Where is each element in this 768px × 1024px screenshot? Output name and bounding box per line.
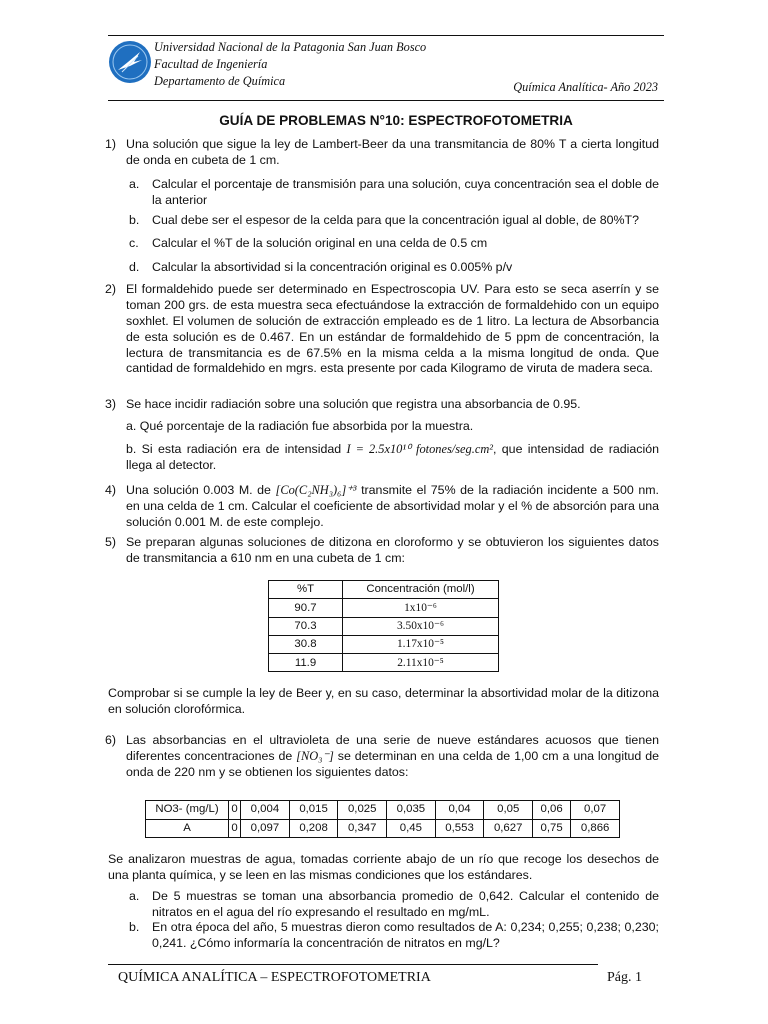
page-number: Pág. 1 bbox=[607, 970, 642, 985]
table-cell: 2.11x10⁻⁵ bbox=[343, 654, 499, 672]
table-cell: 0,75 bbox=[533, 819, 571, 838]
problem-3b-text bbox=[126, 442, 659, 474]
problem-4-text bbox=[126, 483, 659, 531]
problem-6-post: se determinan en una celda de 1,00 cm a una longitud de onda de 220 nm y se obtienen los siguientes datos: bbox=[126, 748, 659, 779]
table-row bbox=[269, 599, 499, 617]
nitrate-formula: [NO₃⁻] bbox=[296, 748, 334, 763]
problem-6a-text: De 5 muestras se toman una absorbancia promedio de 0,642. Calcular el contenido de nitratos en el agua del río expresando el resultado en mg/mL. bbox=[152, 889, 659, 919]
footer-rule bbox=[108, 964, 598, 965]
table-header-cell: Concentración (mol/l) bbox=[343, 581, 499, 599]
table-cell: 0,07 bbox=[571, 801, 620, 820]
problem-6-intro: Se analizaron muestras de agua, tomadas corriente abajo de un río que recoge los desechos de una planta química, y se leen en las mismas condiciones que los estándares. bbox=[108, 852, 659, 882]
table-cell: 0,05 bbox=[484, 801, 533, 820]
table-cell: 0 bbox=[229, 801, 241, 820]
university-name: Universidad Nacional de la Patagonia San Juan Bosco bbox=[154, 40, 427, 54]
table-row bbox=[269, 635, 499, 653]
table-cell: 1x10⁻⁶ bbox=[343, 599, 499, 617]
table-cell: 0,45 bbox=[387, 819, 436, 838]
table-cell: 0,035 bbox=[387, 801, 436, 820]
course-year: Química Analítica- Año 2023 bbox=[513, 80, 658, 94]
problem-3-text: Se hace incidir radiación sobre una solución que registra una absorbancia de 0.95. bbox=[126, 397, 581, 411]
table-cell: 30.8 bbox=[269, 635, 343, 653]
problem-6b-label: b. bbox=[129, 920, 140, 934]
table-row bbox=[146, 819, 620, 838]
problem-2-number: 2) bbox=[105, 282, 117, 296]
problem-3a-text: a. Qué porcentaje de la radiación fue absorbida por la muestra. bbox=[126, 419, 474, 433]
problem-5-after: Comprobar si se cumple la ley de Beer y, en su caso, determinar la absortividad molar de la ditizona en solución clorofórmica. bbox=[108, 686, 659, 716]
problem-1c-text: Calcular el %T de la solución original en una celda de 0.5 cm bbox=[152, 236, 488, 250]
table-cell: 1.17x10⁻⁵ bbox=[343, 635, 499, 653]
table-cell: 0,627 bbox=[484, 819, 533, 838]
problem-3-number: 3) bbox=[105, 397, 117, 411]
complex-formula: [Co(C₂NH₃)₆]⁺³ bbox=[275, 483, 357, 497]
problem-6-number: 6) bbox=[105, 733, 117, 747]
table-cell: NO3- (mg/L) bbox=[146, 801, 229, 820]
problem-1b-label: b. bbox=[129, 213, 140, 227]
problem-6a-label: a. bbox=[129, 889, 140, 903]
problem-5-number: 5) bbox=[105, 535, 117, 549]
problem-1c-label: c. bbox=[129, 236, 139, 250]
faculty-name: Facultad de Ingeniería bbox=[154, 57, 268, 71]
table-header-cell: %T bbox=[269, 581, 343, 599]
table-cell: 3.50x10⁻⁶ bbox=[343, 617, 499, 635]
problem-6b-text: En otra época del año, 5 muestras dieron como resultados de A: 0,234; 0,255; 0,238; 0,230; 0,241. ¿Cómo informaría la concentración de nitratos en mg/L? bbox=[152, 920, 659, 950]
table-cell: 0,866 bbox=[571, 819, 620, 838]
intensity-formula: I = 2.5x10¹⁰ fotones/seg.cm² bbox=[346, 442, 494, 456]
table-cell: 0 bbox=[229, 819, 241, 838]
table-row bbox=[269, 654, 499, 672]
table-cell: 0,347 bbox=[338, 819, 387, 838]
table-row bbox=[269, 617, 499, 635]
problem-1a-label: a. bbox=[129, 177, 140, 191]
header-bottom-rule bbox=[108, 100, 664, 101]
table-cell: 0,097 bbox=[241, 819, 290, 838]
problem-5-text: Se preparan algunas soluciones de ditizona en cloroformo y se obtuvieron los siguientes datos de transmitancia a 610 nm en una cubeta de 1 cm: bbox=[126, 535, 659, 565]
institution-block bbox=[154, 39, 426, 90]
table-cell: 0,208 bbox=[289, 819, 338, 838]
problem-1-number: 1) bbox=[105, 137, 117, 151]
table-cell: 90.7 bbox=[269, 599, 343, 617]
table-cell: 0,06 bbox=[533, 801, 571, 820]
problem-1d-text: Calcular la absortividad si la concentración original es 0.005% p/v bbox=[152, 260, 513, 274]
problem-3b-pre: b. Si esta radiación era de intensidad bbox=[126, 442, 342, 456]
table-cell: 0,015 bbox=[289, 801, 338, 820]
header-top-rule bbox=[108, 35, 664, 36]
problem-1b-text: Cual debe ser el espesor de la celda para que la concentración igual al doble, de 80%T? bbox=[152, 213, 639, 227]
problem-1a-text: Calcular el porcentaje de transmisión para una solución, cuya concentración sea el doble de la anterior bbox=[152, 177, 659, 207]
table-cell: 11.9 bbox=[269, 654, 343, 672]
problem-1-text: Una solución que sigue la ley de Lambert-Beer da una transmitancia de 80% T a cierta longitud de onda en cubeta de 1 cm. bbox=[126, 137, 659, 167]
department-name: Departamento de Química bbox=[154, 74, 286, 88]
table-cell: 0,004 bbox=[241, 801, 290, 820]
footer-title: QUÍMICA ANALÍTICA – ESPECTROFOTOMETRIA bbox=[118, 970, 431, 985]
problem-4-pre: Una solución 0.003 M. de bbox=[126, 483, 271, 497]
table-cell: 0,553 bbox=[435, 819, 484, 838]
table-header-row bbox=[269, 581, 499, 599]
problem-6-text bbox=[126, 733, 659, 781]
university-seal-icon bbox=[108, 40, 152, 84]
problem-2-text: El formaldehido puede ser determinado en Espectroscopia UV. Para esto se seca aserrín y se toman 200 grs. de esta muestra seca efectuándose la extracción de formaldehido con un equipo soxhlet. El volumen de solución de extracción empleado es de 1 litro. La lectura de Absorbancia de esta solución es de 0.467. En un estándar de formaldehido de 5 ppm de concentración, la lectura de transmitancia es de 67.5% en la misma celda a la misma longitud de onda. Que cantidad de formaldehido en mgrs. esta presente por cada Kilogramo de viruta de madera seca. bbox=[126, 282, 659, 376]
problem-4-number: 4) bbox=[105, 483, 117, 497]
table-cell: 70.3 bbox=[269, 617, 343, 635]
problem-1d-label: d. bbox=[129, 260, 140, 274]
problem-4-post: transmite el 75% de la radiación incidente a 500 nm. en una celda de 1 cm. Calcular el coeficiente de absortividad molar y el % de absorción para una solución 0.001 M. de este complejo. bbox=[126, 483, 659, 529]
table-cell: A bbox=[146, 819, 229, 838]
table-row bbox=[146, 801, 620, 820]
nitrate-table bbox=[145, 800, 620, 838]
table-cell: 0,04 bbox=[435, 801, 484, 820]
problem-6-pre: Las absorbancias en el ultravioleta de una serie de nueve estándares acuosos que tienen diferentes concentraciones de bbox=[126, 733, 659, 763]
page-title: GUÍA DE PROBLEMAS N°10: ESPECTROFOTOMETRIA bbox=[219, 113, 573, 128]
problem-3b-post: , que intensidad de radiación llega al detector. bbox=[126, 442, 659, 472]
ditizona-table bbox=[268, 580, 499, 672]
table-cell: 0,025 bbox=[338, 801, 387, 820]
